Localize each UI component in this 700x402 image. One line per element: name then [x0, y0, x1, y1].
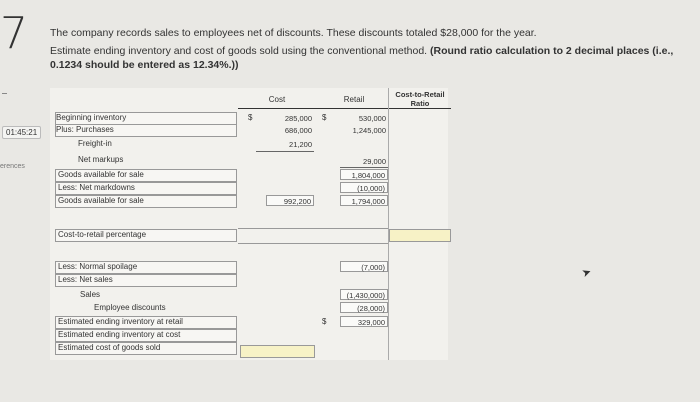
row-label: Less: Net markdowns [58, 183, 135, 192]
cost-value[interactable]: 992,200 [266, 195, 314, 206]
dollar-sign: $ [248, 113, 253, 122]
cost-value[interactable]: 285,000 [284, 114, 312, 123]
retail-value[interactable]: (1,430,000) [340, 289, 388, 300]
subtotal-line [340, 167, 388, 168]
col-header-ratio: Cost-to-Retail Ratio [395, 90, 445, 108]
col-header-retail: Retail [343, 95, 365, 104]
divider [2, 93, 7, 94]
header-divider [238, 108, 388, 109]
cost-value[interactable]: 21,200 [289, 140, 312, 149]
question-number: 7 [0, 8, 28, 59]
timer-badge: 01:45:21 [2, 126, 41, 139]
retail-value[interactable]: 29,000 [363, 157, 386, 166]
row-label: Estimated cost of goods sold [58, 343, 161, 352]
ratio-header-line [389, 108, 451, 109]
ratio-col-border [388, 88, 389, 360]
col-header-cost: Cost [268, 95, 286, 104]
row-label: Freight-in [78, 139, 112, 148]
retail-value[interactable]: 1,794,000 [340, 195, 388, 206]
cost-input[interactable] [240, 345, 315, 358]
row-label: Less: Net sales [58, 275, 113, 284]
row-label: Estimated ending inventory at retail [58, 317, 183, 326]
mouse-cursor-icon: ➤ [580, 265, 594, 281]
dollar-sign: $ [322, 113, 327, 122]
row-label: Sales [80, 290, 101, 299]
row-label: Estimated ending inventory at cost [58, 330, 181, 339]
retail-value[interactable]: 1,804,000 [340, 169, 388, 180]
retail-value[interactable]: (7,000) [340, 261, 388, 272]
row-label: Net markups [78, 155, 124, 164]
ratio-row-line [238, 228, 388, 229]
references-link[interactable]: erences [0, 163, 25, 170]
cost-value[interactable]: 686,000 [284, 126, 312, 135]
retail-value[interactable]: 530,000 [358, 114, 386, 123]
row-label: Goods available for sale [58, 170, 144, 179]
row-label: Plus: Purchases [56, 125, 114, 134]
ratio-input[interactable] [389, 229, 451, 242]
subtotal-line [256, 151, 314, 152]
instruction-plain: Estimate ending inventory and cost of goods sold using the conventional method. [50, 45, 430, 57]
instruction-text [50, 44, 690, 72]
dollar-sign: $ [322, 317, 327, 326]
retail-value[interactable]: 329,000 [340, 316, 388, 327]
row-label: Cost-to-retail percentage [58, 230, 147, 239]
retail-value[interactable]: 1,245,000 [352, 126, 386, 135]
instruction-bold: (Round ratio calculation to 2 decimal places (i.e., 0.1234 should be entered as 12.34%.)) [50, 45, 674, 71]
row-label: Employee discounts [94, 303, 166, 312]
retail-value[interactable]: (28,000) [340, 302, 388, 313]
ratio-row-line [238, 243, 388, 244]
row-label: Goods available for sale [58, 196, 144, 205]
row-label: Beginning inventory [56, 113, 127, 122]
retail-value[interactable]: (10,000) [340, 182, 388, 193]
intro-text: The company records sales to employees net of discounts. These discounts totaled $28,000 for the year. [50, 27, 537, 39]
row-label: Less: Normal spoilage [58, 262, 138, 271]
